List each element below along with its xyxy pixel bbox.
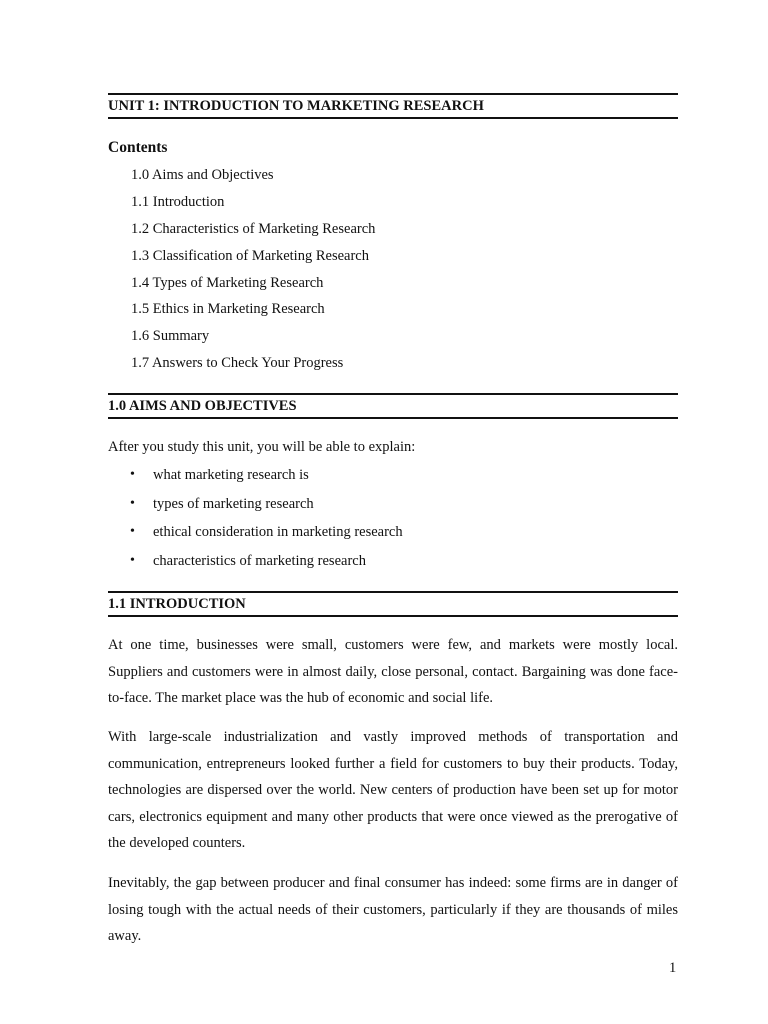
body-paragraph: At one time, businesses were small, customers were few, and markets were mostly local. Suppliers and customers were in almost daily, close personal, contact. Bargaining was done face-to-face. The market place was the hub of economic and social life. bbox=[108, 637, 678, 706]
toc-item: 1.7 Answers to Check Your Progress bbox=[131, 355, 344, 371]
contents-title: Contents bbox=[108, 139, 168, 156]
body-paragraph: Inevitably, the gap between producer and final consumer has indeed: some firms are in danger of losing tough with the actual needs of their customers, particularly if they are thousands of miles away. bbox=[108, 875, 678, 944]
bullet-dot: • bbox=[130, 553, 135, 568]
bullet-dot: • bbox=[130, 524, 135, 539]
body-paragraph: With large-scale industrialization and vastly improved methods of transportation and communication, entrepreneurs looked further a field for customers to buy their products. Today, technologies are dispersed over the world. New centers of production have been set up for motor cars, electronics equipment and many other products that were once viewed as the prerogative of the developed counters. bbox=[108, 729, 678, 851]
toc-item: 1.1 Introduction bbox=[131, 194, 225, 210]
aims-lead: After you study this unit, you will be able to explain: bbox=[108, 439, 416, 455]
toc-item: 1.6 Summary bbox=[131, 328, 210, 344]
toc-item: 1.0 Aims and Objectives bbox=[131, 167, 274, 183]
bullet-text: ethical consideration in marketing research bbox=[153, 524, 403, 540]
toc-item: 1.5 Ethics in Marketing Research bbox=[131, 301, 325, 317]
toc-item: 1.4 Types of Marketing Research bbox=[131, 275, 324, 291]
page-number: 1 bbox=[669, 960, 677, 976]
unit-title: UNIT 1: INTRODUCTION TO MARKETING RESEARCH bbox=[108, 93, 678, 119]
bullet-dot: • bbox=[130, 467, 135, 482]
toc-item: 1.2 Characteristics of Marketing Research bbox=[131, 221, 376, 237]
toc-item: 1.3 Classification of Marketing Research bbox=[131, 248, 369, 264]
bullet-text: what marketing research is bbox=[153, 467, 309, 483]
intro-heading: 1.1 INTRODUCTION bbox=[108, 591, 678, 617]
bullet-dot: • bbox=[130, 496, 135, 511]
aims-heading: 1.0 AIMS AND OBJECTIVES bbox=[108, 393, 678, 419]
bullet-text: types of marketing research bbox=[153, 496, 314, 512]
bullet-text: characteristics of marketing research bbox=[153, 553, 366, 569]
